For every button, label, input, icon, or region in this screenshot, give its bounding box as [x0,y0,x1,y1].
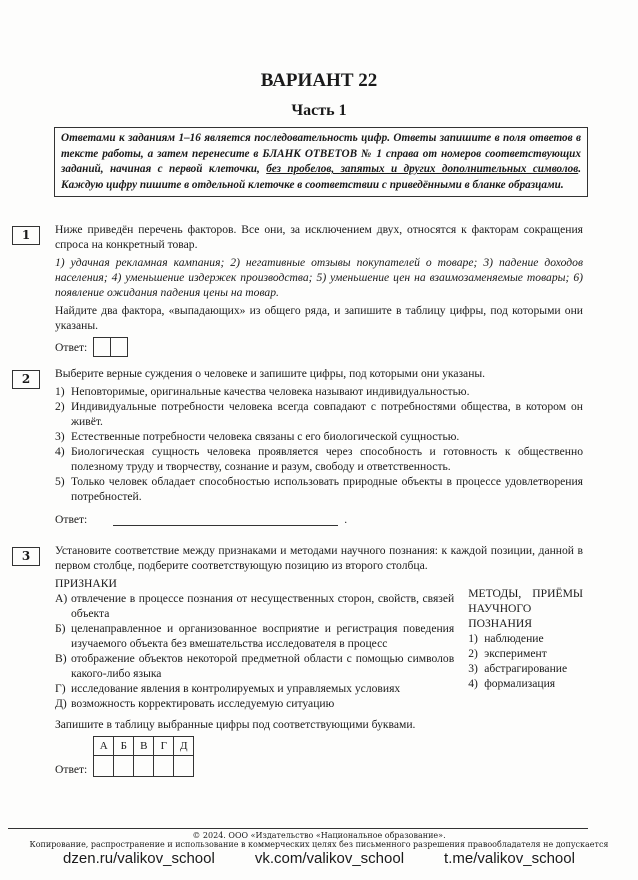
judgement-item [55,444,583,474]
item-marker: А) [55,592,68,605]
item-text: абстрагирование [484,662,568,675]
footer-divider [8,828,588,829]
item-marker: 3) [55,430,65,443]
item-text: эксперимент [484,647,547,660]
item-marker: 2) [55,400,65,413]
question-2-text: Выберите верные суждения о человеке и запишите цифры, под которыми они указаны. [55,367,486,380]
answer-line-2[interactable] [113,513,338,526]
question-1-task: Найдите два фактора, «выпадающих» из общего ряда, и запишите в таблицу цифры, под которыми они указаны. [55,304,583,332]
answer-cell[interactable] [111,338,127,356]
answer-cell[interactable] [94,338,111,356]
instructions-box [54,127,588,197]
method-item [468,676,583,691]
feature-item [55,621,454,651]
question-1-text: Ниже приведён перечень факторов. Все они, за исключением двух, относятся к факторам сокращения спроса на конкретный товар. [55,223,583,251]
question-2 [55,366,583,527]
item-text: Индивидуальные потребности человека всегда совпадают с потребностями общества, в котором он живёт. [71,400,583,428]
link-vk[interactable]: vk.com/valikov_school [254,850,405,867]
method-item [468,631,583,646]
item-marker: Б) [55,622,66,635]
question-1-list: 1) удачная рекламная кампания; 2) негативные отзывы покупателей о товаре; 3) падение доходов населения; 4) уменьшение издержек производства; 5) уменьшение цен на взаимозаменяемые товары; 6) появление ожидания падения цены на товар. [55,256,583,299]
right-column-header: МЕТОДЫ, ПРИЁМЫ НАУЧНОГО ПОЗНАНИЯ [468,587,583,630]
feature-item [55,681,454,696]
item-text: формализация [484,677,556,690]
question-number-2: 2 [12,370,40,389]
link-dzen[interactable]: dzen.ru/valikov_school [63,850,215,867]
item-text: Биологическая сущность человека проявляется через способность и готовность к общественно полезному труду и творчеству, сознание и разум, свободу и ответственность. [71,445,583,473]
variant-title: ВАРИАНТ 22 [260,70,378,91]
judgement-item [55,429,583,444]
item-marker: В) [55,652,67,665]
left-column-header: ПРИЗНАКИ [55,577,117,590]
answer-label: Ответ: [55,763,88,776]
question-3 [55,543,583,777]
question-3-task: Запишите в таблицу выбранные цифры под соответствующими буквами. [55,718,416,731]
footer-notice: Копирование, распространение и использование в коммерческих целях без письменного разрешения правообладателя не допускается [29,840,609,849]
item-marker: 1) [55,385,65,398]
question-3-text: Установите соответствие между признаками и методами научного познания: к каждой позиции, данной в первом столбце, подберите соответствующую позицию из второго столбца. [55,544,583,572]
method-item [468,661,583,676]
method-item [468,646,583,661]
question-number-3: 3 [12,547,40,566]
item-marker: Г) [55,682,66,695]
answer-cell[interactable] [154,756,174,777]
item-text: отвлечение в процессе познания от несущественных сторон, свойств, связей объекта [71,592,455,620]
answer-cells-1[interactable] [93,337,128,357]
feature-item [55,696,454,711]
judgement-item [55,384,583,399]
answer-cell[interactable] [114,756,134,777]
feature-item [55,591,454,621]
answer-dot: . [344,513,348,526]
question-1 [55,222,583,357]
answer-cell[interactable] [94,756,114,777]
letter-header: Б [114,737,134,756]
part-title: Часть 1 [291,102,347,119]
instructions-text: Ответами к заданиям 1–16 является последовательность цифр. Ответы запишите в поля ответов в тексте работы, а затем перенесите в БЛАНК ОТВЕТОВ № 1 справа от номеров соответствующих заданий, начиная с первой клеточки, [61,132,581,175]
item-marker: Д) [55,697,67,710]
item-marker: 3) [468,662,478,675]
letter-header: Г [154,737,174,756]
link-telegram[interactable]: t.me/valikov_school [444,850,575,867]
answer-cell[interactable] [134,756,154,777]
item-text: Естественные потребности человека связаны с его биологической сущностью. [71,430,460,443]
item-marker: 1) [468,632,478,645]
letter-header: Д [174,737,194,756]
answer-row-1 [55,337,583,357]
footer-copyright: © 2024. ООО «Издательство «Национальное образование». [192,831,446,840]
item-text: наблюдение [484,632,544,645]
answer-label: Ответ: [55,340,88,354]
item-text: Только человек обладает способностью использовать природные объекты в процессе удовлетворения потребностей. [71,475,583,503]
item-marker: 5) [55,475,65,488]
letter-header: А [94,737,114,756]
item-text: исследование явления в контролируемых и управляемых условиях [71,682,401,695]
answer-row-2 [55,512,583,527]
judgement-item [55,474,583,504]
answer-table-3 [93,736,194,777]
answer-cell[interactable] [174,756,194,777]
instructions-text-end: . Каждую цифру пишите в отдельной клеточке в соответствии с приведёнными в бланке образцами. [61,163,581,191]
item-marker: 4) [55,445,65,458]
item-marker: 4) [468,677,478,690]
item-text: Неповторимые, оригинальные качества человека называют индивидуальностью. [71,385,470,398]
answer-label: Ответ: [55,513,88,526]
question-number-1: 1 [12,226,40,245]
item-text: возможность корректировать исследуемую ситуацию [71,697,335,710]
judgement-item [55,399,583,429]
letter-header: В [134,737,154,756]
item-text: целенаправленное и организованное восприятие и регистрация поведения изучаемого объекта без вмешательства исследователя в процесс [71,622,455,650]
item-text: отображение объектов некоторой предметной области с помощью символов какого-либо языка [71,652,455,680]
instructions-underlined: без пробелов, запятых и других дополнительных символов [266,163,579,175]
feature-item [55,651,454,681]
answer-row-3 [55,736,583,777]
item-marker: 2) [468,647,478,660]
footer-links [0,850,638,867]
